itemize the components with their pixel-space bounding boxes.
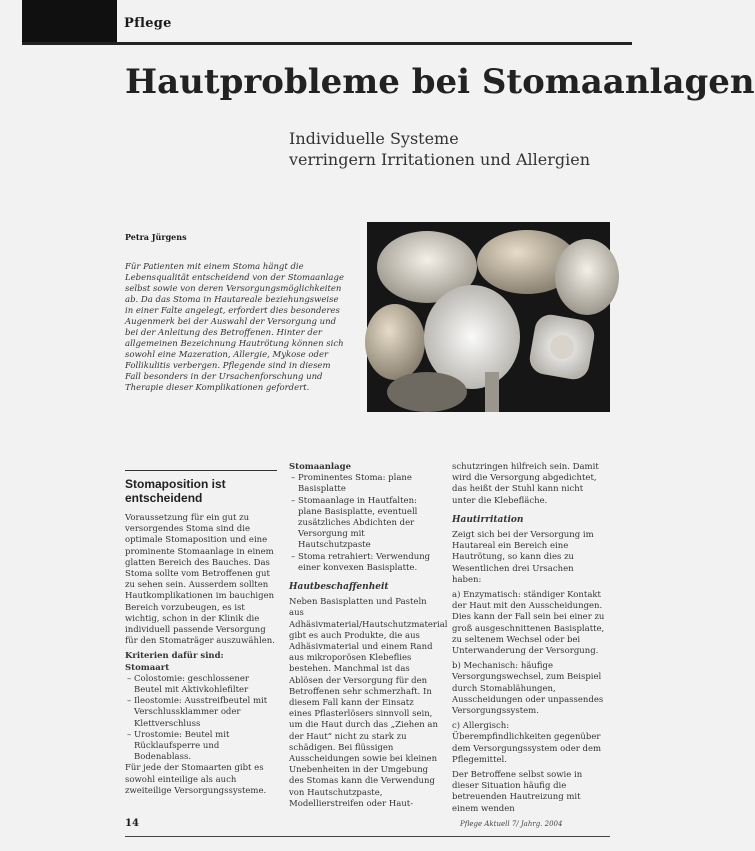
paragraph: Zeigt sich bei der Versorgung im Hautareal ein Bereich eine Hautrötung, so kann dies zu Wesentlichen drei Ursachen haben: (452, 530, 594, 585)
list-item: – Prominentes Stoma: plane Basisplatte (298, 473, 439, 495)
stoma-products-photo (367, 222, 610, 412)
subtitle-line-1: Individuelle Systeme (289, 129, 459, 148)
cause-item: c) Allergisch: Überempfindlichkeiten gegenüber dem Versorgungssystem oder dem Pflegemittel. (452, 721, 602, 765)
section-heading-stomaposition: Stomaposition ist entscheidend (125, 477, 226, 505)
paragraph: schutzringen hilfreich sein. Damit wird die Versorgung abgedichtet, das heißt der Stuhl kann nicht unter die Klebefläche. (452, 462, 599, 506)
article-column-2 (289, 462, 448, 814)
criteria-heading: Kriterien dafür sind: (125, 651, 224, 662)
paragraph: Voraussetzung für ein gut zu versorgendes Stoma sind die optimale Stomaposition und eine prominente Stomaanlage in einem glatten Bereich des Bauches. Das Stoma sollte vom Betroffenen gut zu sehen sein. Ausserdem sollten Hautkomplikationen im bauchigen Bereich vorzubeugen, es ist wichtig, schon in der Klinik die individuell passende Versorgung für den Stomaträger auszuwählen. (125, 513, 275, 647)
journal-citation: Pflege Aktuell 7/ Jahrg. 2004 (460, 820, 563, 828)
product-illustration (367, 222, 610, 412)
column-rule (125, 470, 277, 471)
author-name: Petra Jürgens (125, 232, 187, 242)
list-item: – Stomaanlage in Hautfalten: plane Basisplatte, eventuell zusätzliches Abdichten der Versorgung mit Hautschutzpaste (298, 496, 439, 552)
list-item: – Colostomie: geschlossener Beutel mit Aktivkohlefilter (134, 674, 277, 696)
footer-rule (125, 836, 610, 837)
article-title: Hautprobleme bei Stomaanlagen (125, 62, 755, 102)
section-label: Pflege (124, 16, 172, 31)
page-number: 14 (125, 818, 139, 829)
section-bar (22, 0, 117, 44)
subheading-hautirritation: Hautirritation (452, 514, 524, 525)
paragraph: Neben Basisplatten und Pasteln aus Adhäsivmaterial/Hautschutzmaterial gibt es auch Produkte, die aus Adhäsivmaterial und einem Rand aus mikroporösen Klebeflies bestehen. Manchmal ist das Ablösen der Versorgung für den Betroffenen sehr schmerzhaft. In diesem Fall kann der Einsatz eines Pflasterlösers sinnvoll sein, um die Haut durch das „Ziehen an der Haut“ nicht zu stark zu schädigen. Bei flüssigen Ausscheidungen sowie bei kleinen Unebenheiten in der Umgebung des Stomas kann die Verwendung von Hautschutzpaste, Modellierstreifen oder Haut- (289, 597, 448, 809)
list-item: – Stoma retrahiert: Verwendung einer konvexen Basisplatte. (298, 552, 439, 574)
stomaanlage-heading: Stomaanlage (289, 462, 352, 472)
subheading-hautbeschaffenheit: Hautbeschaffenheit (289, 582, 389, 593)
paragraph: Für jede der Stomaarten gibt es sowohl einteilige als auch zweiteilige Versorgungssysteme. (125, 763, 267, 796)
article-subtitle (289, 128, 590, 170)
cause-item: b) Mechanisch: häufige Versorgungswechsel, zum Beispiel durch Stomablähungen, Ausscheidungen oder unpassendes Versorgungssystem. (452, 661, 604, 717)
paragraph: Der Betroffene selbst sowie in dieser Situation häufig die betreuenden Hautreizung mit einem wenden (452, 770, 583, 814)
stomaart-label: Stomaart (125, 662, 170, 673)
stomaart-list (125, 674, 277, 764)
subtitle-line-2: verringern Irritationen und Allergien (289, 150, 590, 169)
top-rule (22, 42, 632, 45)
cause-item: a) Enzymatisch: ständiger Kontakt der Haut mit den Ausscheidungen. Dies kann der Fall sein bei einer zu groß ausgeschnittenen Basisplatte, zu seltenem Wechsel oder bei Unterwanderung der Versorgung. (452, 590, 605, 657)
article-column-1 (125, 470, 277, 801)
stomaanlage-list (289, 473, 439, 574)
article-column-3 (452, 462, 605, 819)
list-item: – Urostomie: Beutel mit Rücklaufsperre und Bodenablass. (134, 730, 277, 764)
list-item: – Ileostomie: Ausstreifbeutel mit Verschlussklammer oder Klettverschluss (134, 696, 277, 730)
lead-paragraph: Für Patienten mit einem Stoma hängt die Lebensqualität entscheidend von der Stomaanlage selbst sowie von deren Versorgungsmöglichkeiten ab. Da das Stoma in Hautareale beziehungsweise in einer Falte angelegt, erfordert dies besonderes Augenmerk bei der Auswahl der Versorgung und bei der Anleitung des Betroffenen. Hinter der allgemeinen Bezeichnung Hautrötung können sich sowohl eine Mazeration, Allergie, Mykose oder Follikulitis verbergen. Pflegende sind in diesem Fall besonders in der Ursachenforschung und Therapie dieser Komplikationen gefordert. (125, 262, 344, 393)
